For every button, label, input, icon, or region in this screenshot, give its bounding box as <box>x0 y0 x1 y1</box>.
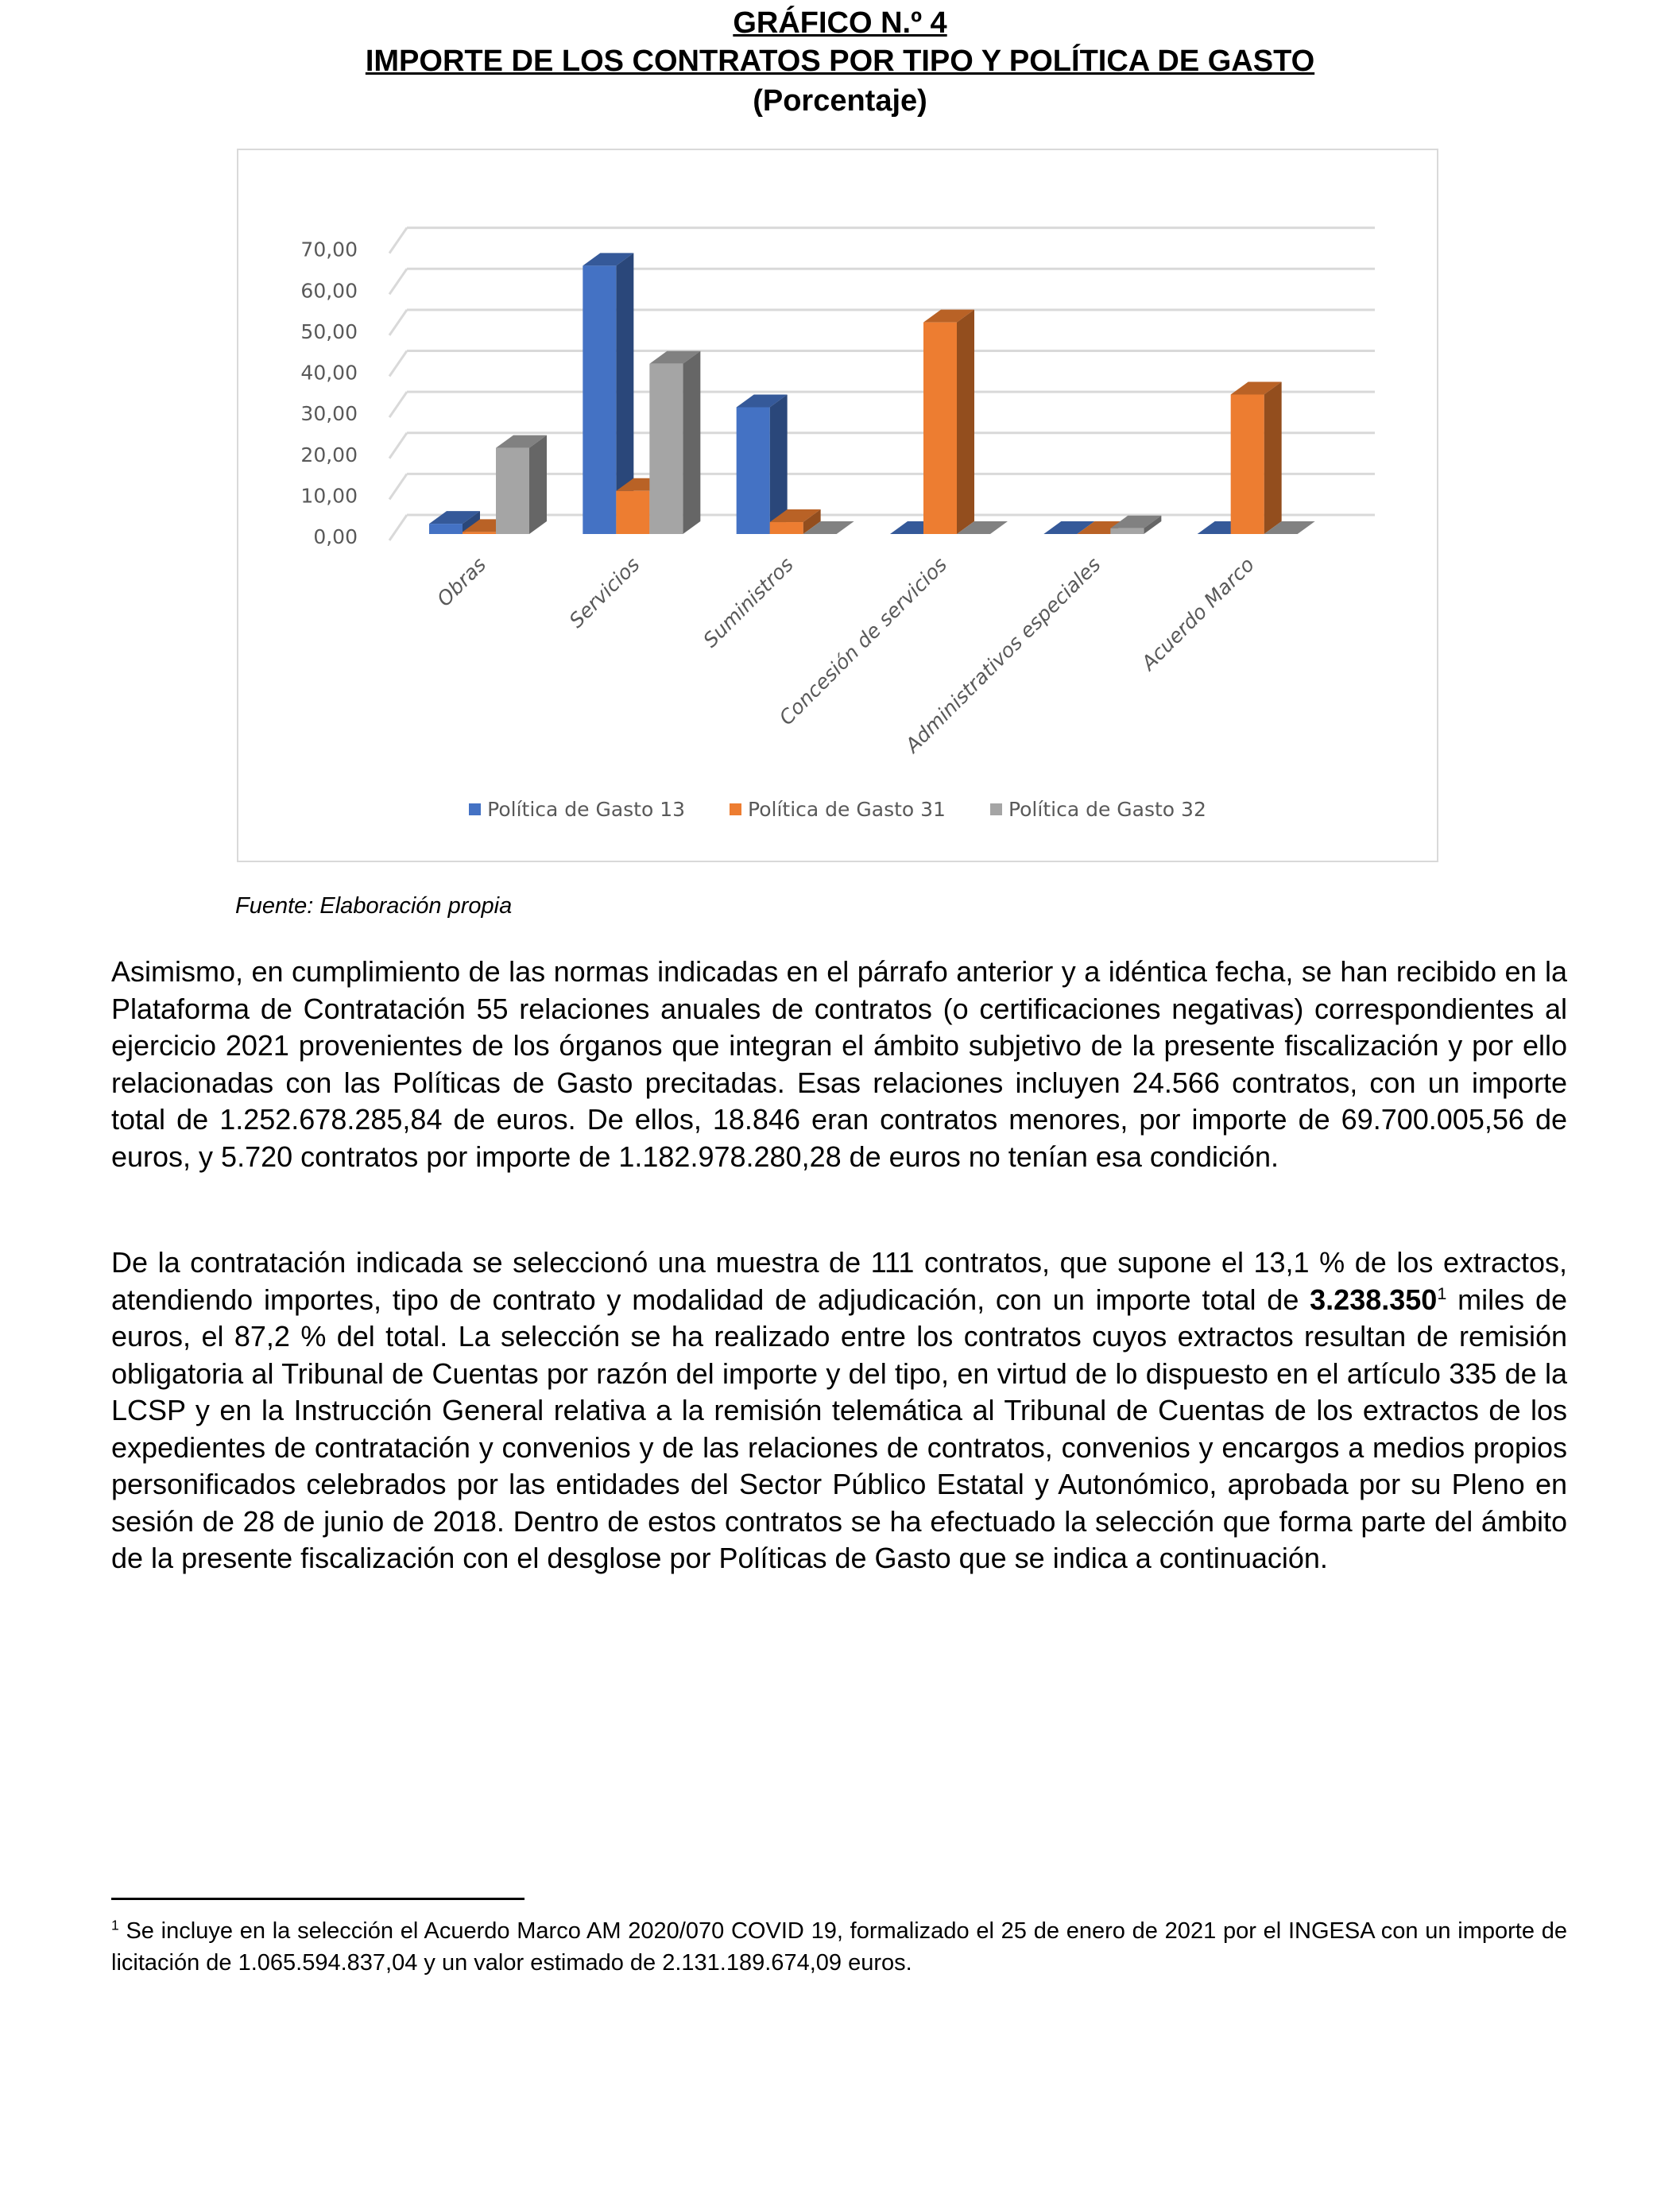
bar <box>496 435 547 534</box>
chart-legend <box>238 798 1437 821</box>
bar <box>649 351 700 534</box>
bar-chart <box>237 149 1438 862</box>
footnote-marker: 1 <box>111 1917 119 1933</box>
chart-source: Fuente: Elaboración propia <box>235 893 513 919</box>
figure-number: GRÁFICO N.º 4 <box>733 6 947 40</box>
x-category-label: Servicios <box>564 552 645 633</box>
paragraph-1: Asimismo, en cumplimiento de las normas indicadas en el párrafo anterior y a idéntica fecha, se han recibido en la Plataforma de Contratación 55 relaciones anuales de contratos (o certificaciones negativas) correspondientes al ejercicio 2021 provenientes de los órganos que integran el ámbito subjetivo de la presente fiscalización y por ello relacionadas con las Políticas de Gasto precitadas. Esas relaciones incluyen 24.566 contratos, con un importe total de 1.252.678.285,84 de euros. De ellos, 18.846 eran contratos menores, por importe de 69.700.005,56 de euros, y 5.720 contratos por importe de 1.182.978.280,28 de euros no tenían esa condición. <box>111 955 1567 1173</box>
gridline-side <box>389 433 407 459</box>
y-tick-label: 60,00 <box>300 279 358 303</box>
legend-label: Política de Gasto 13 <box>487 798 686 821</box>
legend-label: Política de Gasto 32 <box>1008 798 1206 821</box>
figure-subtitle: (Porcentaje) <box>753 84 927 118</box>
y-tick-label: 20,00 <box>300 443 358 466</box>
x-category-label: Obras <box>432 552 491 611</box>
legend-swatch-icon <box>990 803 1002 815</box>
gridline-side <box>389 351 407 377</box>
y-tick-label: 30,00 <box>300 402 358 426</box>
figure-title: IMPORTE DE LOS CONTRATOS POR TIPO Y POLÍTICA DE GASTO <box>365 45 1315 78</box>
gridline-side <box>389 515 407 540</box>
legend-label: Política de Gasto 31 <box>748 798 946 821</box>
sample-total-amount: 3.238.350 <box>1310 1283 1438 1316</box>
paragraph-2-start: De la contratación indicada se seleccionó una muestra de 111 contratos, que supone el 13,1 % de los extractos, atendiendo importes, tipo de contrato y modalidad de adjudicación, con un importe total de <box>111 1246 1567 1316</box>
chart-plot-area <box>238 150 1437 861</box>
legend-item <box>730 798 946 821</box>
bar <box>1110 516 1161 534</box>
gridline-side <box>389 392 407 417</box>
figure-header <box>0 5 1680 121</box>
gridline-side <box>389 228 407 253</box>
paragraph-2 <box>111 1244 1567 1577</box>
footnote <box>111 1915 1567 1979</box>
x-category-label: Administrativos especiales <box>900 552 1105 757</box>
x-category-label: Concesión de servicios <box>774 552 952 730</box>
y-tick-label: 50,00 <box>300 319 358 343</box>
footnote-text: Se incluye en la selección el Acuerdo Marco AM 2020/070 COVID 19, formalizado el 25 de enero de 2021 por el INGESA con un importe de licitación de 1.065.594.837,04 y un valor estimado de 2.131.189.674,09 euros. <box>111 1918 1567 1976</box>
x-category-label: Suministros <box>699 552 798 652</box>
gridline-side <box>389 474 407 499</box>
legend-item <box>990 798 1206 821</box>
bar <box>737 394 788 534</box>
footnote-reference[interactable]: 1 <box>1437 1283 1447 1303</box>
legend-item <box>469 798 685 821</box>
y-tick-label: 40,00 <box>300 361 358 385</box>
legend-swatch-icon <box>469 803 481 815</box>
gridline-side <box>389 310 407 335</box>
y-tick-label: 0,00 <box>313 525 358 548</box>
footnote-divider <box>111 1898 525 1900</box>
paragraph-2-end: miles de euros, el 87,2 % del total. La selección se ha realizado entre los contratos cuyos extractos resultan de remisión obligatoria al Tribunal de Cuentas por razón del importe y del tipo, en virtud de lo dispuesto en el artículo 335 de la LCSP y en la Instrucción General relativa a la remisión telemática al Tribunal de Cuentas de los extractos de los expedientes de contratación y convenios y de las relaciones de contratos, convenios y encargos a medios propios personificados celebrados por las entidades del Sector Público Estatal y Autonómico, aprobada por su Pleno en sesión de 28 de junio de 2018. Dentro de estos contratos se ha efectuado la selección que forma parte del ámbito de la presente fiscalización con el desglose por Políticas de Gasto que se indica a continuación. <box>111 1283 1567 1574</box>
y-tick-label: 10,00 <box>300 484 358 508</box>
x-category-label: Acuerdo Marco <box>1136 552 1259 675</box>
y-tick-label: 70,00 <box>300 238 358 261</box>
legend-swatch-icon <box>730 803 741 815</box>
gridline-side <box>389 269 407 294</box>
bar <box>1231 381 1282 534</box>
bar <box>923 310 974 534</box>
